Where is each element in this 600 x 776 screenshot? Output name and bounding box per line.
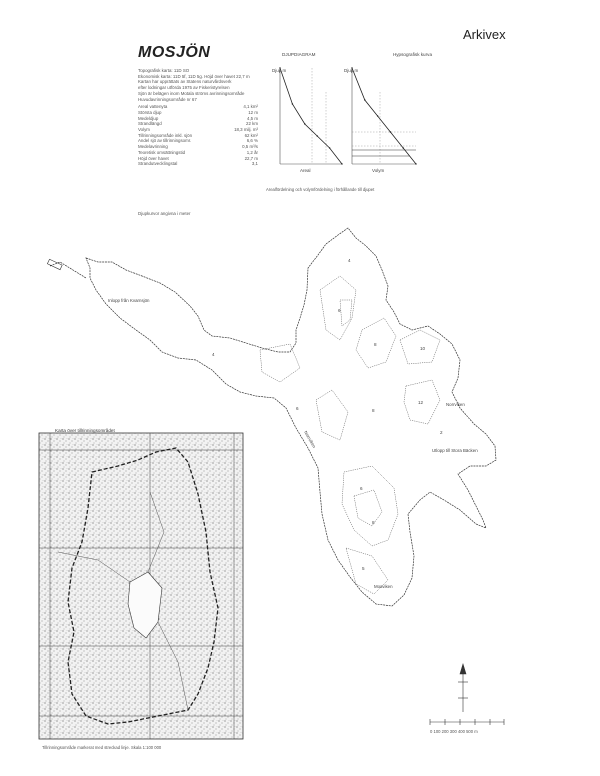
- fact-value: 12 m: [248, 109, 258, 115]
- depth-number: 6: [360, 486, 363, 491]
- chart-left-xlabel: Areal: [300, 168, 311, 173]
- intro-line: efter lodningar utförda 1975 av Fiskeristyrelsen: [138, 85, 230, 91]
- depth-number: 6: [338, 308, 341, 313]
- label-bay-southeast: Utlopp till Stora Bäcken: [432, 448, 478, 453]
- archive-label: Arkivex: [463, 27, 506, 42]
- fact-label: Höjd över havet: [138, 155, 169, 161]
- intro-line: Sjön är belägen inom Motala ströms avrinningsområde: [138, 90, 245, 96]
- fact-value: 22,7 m: [244, 155, 258, 161]
- chart-right-ylabel: Djup m: [344, 68, 359, 73]
- depth-number: 8: [372, 408, 375, 413]
- depth-number: 12: [418, 400, 424, 405]
- fact-label: Teoretisk omsättningstid: [138, 149, 186, 155]
- depth-contours: [260, 276, 440, 594]
- scale-bar: [430, 719, 504, 725]
- intro-line: Huvudavrinningsområde nr 67: [138, 96, 197, 102]
- label-inlet: Inlopp från Kvarnsjön: [108, 298, 150, 303]
- map-note: Djupkurvor angivna i meter: [138, 211, 191, 216]
- north-arrow-icon: [458, 664, 468, 712]
- depth-number: 8: [374, 342, 377, 347]
- depth-number: 5: [362, 566, 365, 571]
- intro-line: Kartan har upprättats av Statens naturvårdsverk: [138, 79, 232, 85]
- fact-label: Största djup: [138, 109, 162, 115]
- inset-map: [38, 432, 244, 742]
- fact-label: Strandlängd: [138, 121, 162, 127]
- fact-value: 18,3 milj. m³: [234, 127, 258, 133]
- depth-number: 6: [296, 406, 299, 411]
- fact-label: Medelavrinning: [138, 144, 168, 150]
- inlet-marker-icon: [47, 259, 62, 269]
- fact-value: 6,6 %: [246, 138, 258, 144]
- fact-label: Areal vattenyta: [138, 104, 168, 110]
- scale-caption: 0 100 200 300 400 500 m: [430, 729, 478, 734]
- fact-label: Tillrinningsområde inkl. sjön: [138, 132, 193, 138]
- depth-number: 4: [348, 258, 351, 263]
- fact-value: 3,1: [251, 161, 258, 167]
- inset-caption: Tillrinningsområde markerat med streckad linje. Skala 1:100 000: [42, 745, 162, 750]
- depth-number: 2: [440, 430, 443, 435]
- chart-right-xlabel: Volym: [372, 168, 385, 173]
- chart-title-right: Hypsografisk kurva: [392, 52, 432, 57]
- fact-label: Medeldjup: [138, 115, 159, 121]
- fact-value: 0,5 m³/s: [242, 144, 258, 150]
- fact-label: Andel sjö av tillrinningsomr.: [138, 138, 192, 144]
- inset-title: Karta över tillrinningsområdet: [55, 428, 115, 433]
- intro-line: Topografisk karta: 11D SO: [138, 68, 190, 73]
- fact-value: 22 km: [246, 121, 258, 127]
- chart-caption: Arealfördelning och volymfördelning i förhållande till djupet: [266, 187, 375, 192]
- fact-value: 62 km²: [244, 132, 258, 138]
- fact-value: 4,5 m: [247, 115, 258, 121]
- intro-line: Ekonomisk karta: 11D 5f, 11D 5g. Höjd över havet 22,7 m: [138, 73, 250, 79]
- chart-title-left: DJUPDIAGRAM: [282, 52, 316, 57]
- fact-value: 1,2 år: [246, 149, 258, 155]
- fact-value: 4,1 km²: [243, 104, 258, 110]
- label-south: Mosviken: [374, 584, 393, 589]
- label-west-text: Norrviken: [303, 430, 317, 449]
- fact-label: Strandutvecklingstal: [138, 161, 178, 167]
- chart-left-ylabel: Djup m: [272, 68, 287, 73]
- depth-number: 4: [212, 352, 215, 357]
- map-title: MOSJÖN: [138, 44, 211, 61]
- depth-number: 10: [420, 346, 426, 351]
- depth-number: 8: [372, 520, 375, 525]
- label-bay-east: Norrviken: [446, 402, 465, 407]
- fact-label: Volym: [138, 127, 150, 133]
